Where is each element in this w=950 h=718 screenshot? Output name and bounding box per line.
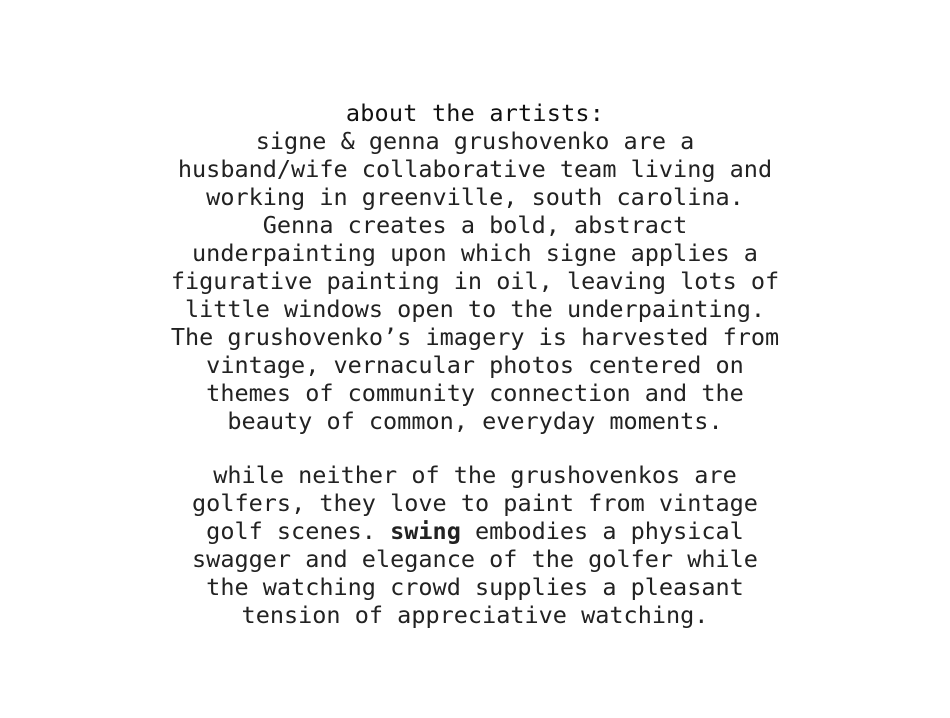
artwork-title: swing [390, 517, 461, 545]
paragraph-artists-bio [0, 127, 950, 435]
swing-line: while neither of the grushovenkos are [213, 461, 737, 489]
bio-line: husband/wife collaborative team living and [177, 155, 773, 183]
swing-line: tension of appreciative watching. [241, 601, 709, 629]
bio-line: signe & genna grushovenko are a [255, 127, 695, 155]
bio-line: The grushovenko’s imagery is harvested from [170, 323, 780, 351]
swing-text-after: embodies a physical [460, 517, 744, 545]
artist-statement [0, 99, 950, 629]
bio-line: beauty of common, everyday moments. [227, 407, 723, 435]
paragraph-swing-description [0, 461, 950, 629]
swing-line: the watching crowd supplies a pleasant [206, 573, 744, 601]
swing-line-with-title [0, 517, 950, 545]
bio-line: figurative painting in oil, leaving lots of [170, 267, 780, 295]
bio-line: underpainting upon which signe applies a [192, 239, 758, 267]
bio-line: working in greenville, south carolina. [206, 183, 744, 211]
section-heading: about the artists: [345, 99, 605, 127]
swing-line: swagger and elegance of the golfer while [192, 545, 758, 573]
bio-line: themes of community connection and the [206, 379, 744, 407]
bio-line: vintage, vernacular photos centered on [206, 351, 744, 379]
swing-text-before: golf scenes. [206, 517, 391, 545]
swing-line: golfers, they love to paint from vintage [192, 489, 758, 517]
bio-line: Genna creates a bold, abstract [262, 211, 688, 239]
bio-line: little windows open to the underpainting. [184, 295, 766, 323]
paragraph-spacer [0, 435, 950, 461]
